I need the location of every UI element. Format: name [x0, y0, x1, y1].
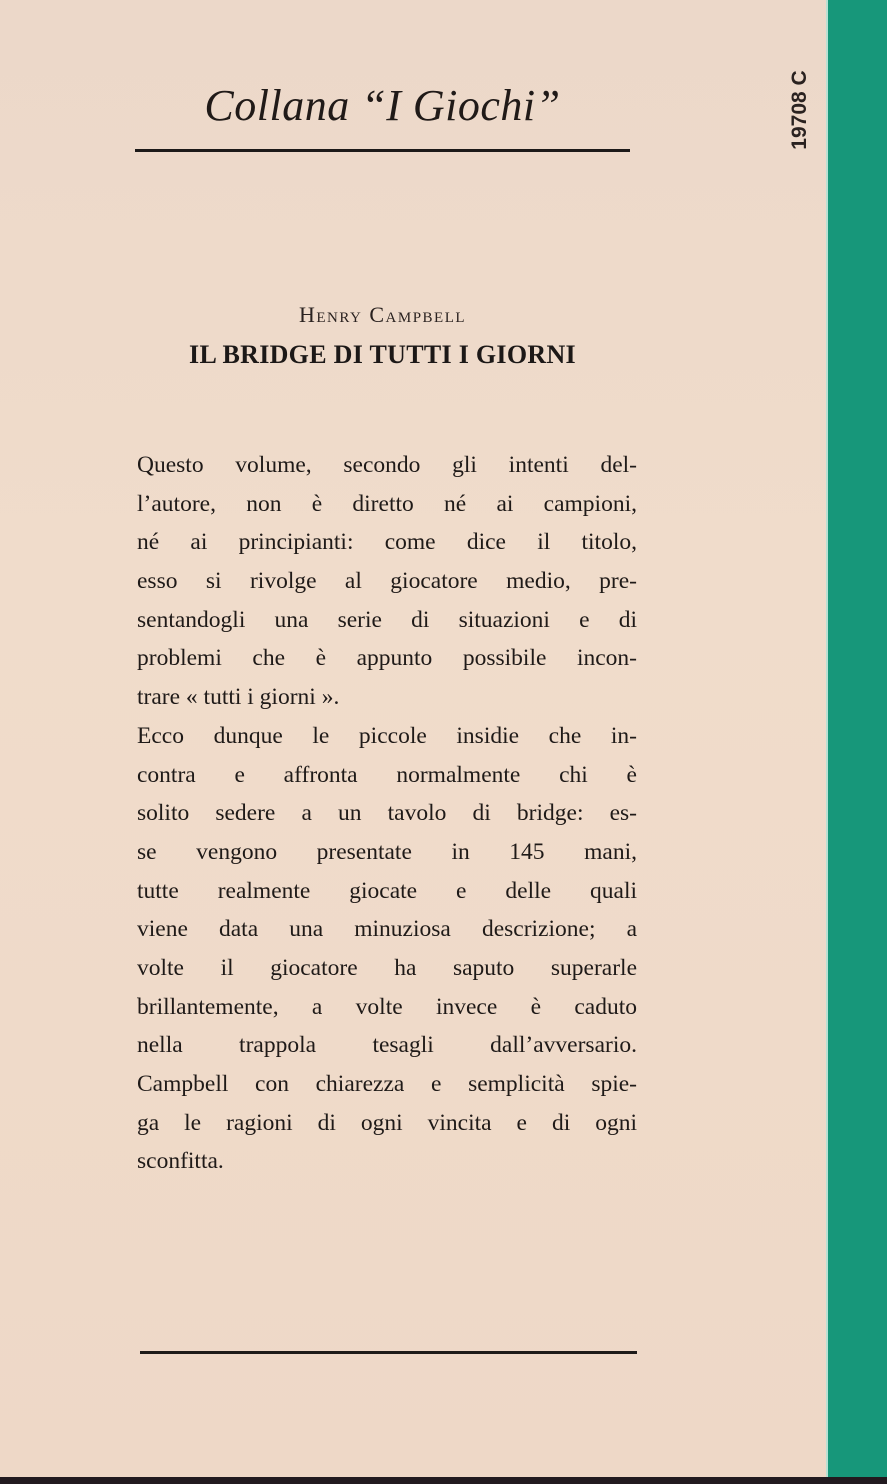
blurb-line: esso si rivolge al giocatore medio, pre- [137, 568, 637, 595]
blurb-line: Questo volume, secondo gli intenti del- [137, 452, 637, 478]
series-title: Collana “I Giochi” [204, 81, 561, 130]
catalog-code-text: 19708 C [788, 70, 811, 150]
blurb-line: brillantemente, a volte invece è caduto [137, 993, 637, 1020]
blurb-line: trare « tutti i giorni ». [137, 684, 340, 711]
book-title: IL BRIDGE DI TUTTI I GIORNI [189, 340, 576, 369]
bottom-rule-divider [140, 1351, 637, 1354]
blurb-line: nella trappola tesagli dall’avversario. [137, 1032, 637, 1059]
catalog-code [770, 55, 830, 165]
blurb-line: tutte realmente giocate e delle quali [137, 877, 637, 904]
blurb-line: viene data una minuziosa descrizione; a [137, 916, 637, 943]
blurb-line: se vengono presentate in 145 mani, [137, 838, 637, 865]
green-spine-strip [826, 0, 887, 1477]
bottom-edge-shadow [0, 1477, 887, 1484]
blurb-line: l’autore, non è diretto né ai campioni, [137, 490, 637, 517]
blurb-line: contra e affronta normalmente chi è [137, 761, 637, 788]
blurb-line: solito sedere a un tavolo di bridge: es- [137, 800, 637, 827]
blurb-text [137, 446, 637, 1181]
blurb-line: sentandogli una serie di situazioni e di [137, 606, 637, 633]
author-name: Henry Campbell [298, 302, 467, 327]
blurb-line: problemi che è appunto possibile incon- [137, 645, 637, 672]
blurb-line: Campbell con chiarezza e semplicità spie- [137, 1071, 637, 1097]
blurb-line: né ai principianti: come dice il titolo, [137, 529, 637, 556]
blurb-line: Ecco dunque le piccole insidie che in- [137, 722, 637, 749]
blurb-line: volte il giocatore ha saputo superarle [137, 954, 637, 981]
top-rule-divider [135, 149, 630, 152]
blurb-line: ga le ragioni di ogni vincita e di ogni [137, 1109, 637, 1136]
blurb-line: sconfitta. [137, 1148, 224, 1175]
